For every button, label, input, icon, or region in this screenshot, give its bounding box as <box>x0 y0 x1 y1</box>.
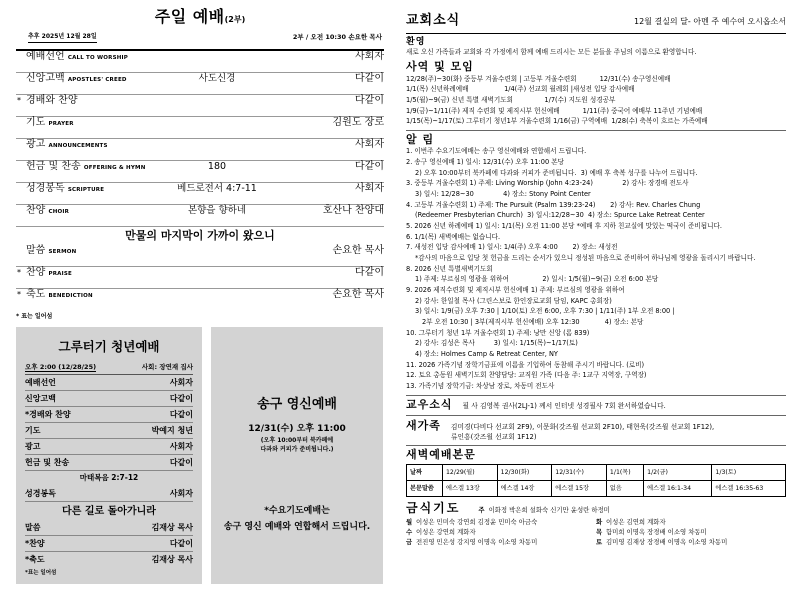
fasting-sunday-names: 이화정 박은희 설화숙 신기만 윤성란 하정미 <box>488 506 610 515</box>
dawn-table-cell: 없음 <box>606 481 643 497</box>
youth-order-row <box>25 439 193 455</box>
order-item-detail: 180 <box>207 160 227 172</box>
dawn-table-row-header: 본문말씀 <box>407 481 443 497</box>
fasting-names: 함미희 이명옥 장경배 이소영 차동미 <box>606 528 707 537</box>
youth-order-person: 김재상 목사 <box>151 555 193 565</box>
order-item-person: 손요한 목사 <box>332 245 384 257</box>
order-item-person: 호산나 찬양대 <box>322 204 384 216</box>
dawn-table-cell: 에스겔 13장 <box>443 481 498 497</box>
ministry-line: 12/28(주)~30(화) 중등부 겨울수련회 | 고등부 겨울수련회 12/31(수) 송구영신예배 <box>406 74 671 83</box>
members-news-divider <box>406 415 786 416</box>
notice-item: 1) 주제: 부르심의 영광을 위하여 2) 일시: 1/5(월)~9(금) 오전 6:00 본당 <box>415 275 659 284</box>
news-title: 교회소식 <box>406 13 461 28</box>
fasting-day: 월 <box>406 518 413 527</box>
youth-order-person: 사회자 <box>169 441 193 451</box>
notice-item: 3) 일시: 1/9(금) 오후 7:30 | 1/10(토) 오전 6:00, 오후 7:30 | 1/11(주) 1부 오전 8:00 | <box>415 307 675 316</box>
fasting-day: 금 <box>406 538 413 547</box>
order-row <box>16 161 384 183</box>
order-standing-mark: * <box>17 95 21 105</box>
dawn-table-cell: 에스겔 16:35-63 <box>712 481 786 497</box>
youth-order-name: *축도 <box>25 555 45 565</box>
notice-item: 7. 새성전 입당 감사예배 1) 일시: 1/4(주) 오후 4:00 2) 장소: 새성전 <box>406 243 618 252</box>
order-item-person: 사회자 <box>355 50 384 62</box>
order-item-person: 다같이 <box>355 94 384 106</box>
news-motto: 12월 결실의 달- 아멘 주 예수여 오시옵소서 <box>634 17 786 26</box>
notice-item: 13. 가족기념 장학기금: 차상남 장로, 차동미 전도사 <box>406 382 555 391</box>
new-year-sub-line2: 다과와 커피가 준비됩니다.) <box>260 445 334 453</box>
youth-order-name: 기도 <box>25 425 41 435</box>
youth-order-row <box>25 486 193 502</box>
order-item-name <box>26 183 146 195</box>
notice-item: *감사의 마음으로 입당 첫 헌금을 드리는 순서가 있으니 정성된 마음으로 준비하여 하나님께 영광을 돌리시기 바랍니다. <box>415 254 756 262</box>
order-item-person: 다같이 <box>355 267 384 279</box>
youth-order-person: 김재상 목사 <box>151 523 193 533</box>
youth-order-person: 다같이 <box>169 457 193 467</box>
order-item-ko: 축도 <box>26 289 46 301</box>
order-item-ko: 찬양 <box>26 204 46 216</box>
youth-order-row <box>25 536 193 552</box>
youth-order-row <box>25 375 193 391</box>
fasting-row <box>406 538 786 548</box>
news-header <box>406 14 786 29</box>
fasting-names: 이성은 강연희 계화자 <box>416 528 476 537</box>
youth-order-person: 사회자 <box>169 488 193 498</box>
order-item-person: 사회자 <box>355 182 384 194</box>
notice-item: 5. 2026 신년 하례예배 1) 일시: 1/1(목) 오전 11:00 본당 *예배 후 지하 친교실에 맛있는 떡국이 준비됩니다. <box>406 221 722 230</box>
service-time-preacher: 2부 / 오전 10:30 손요한 목사 <box>292 33 382 41</box>
fasting-col <box>596 518 786 528</box>
service-title <box>0 8 400 26</box>
ministry-divider <box>406 130 786 131</box>
notice-item: 4. 고등부 겨울수련회 1) 주제: The Pursuit (Psalm 139:23-24) 2) 강사: Rev. Charles Chung <box>406 200 701 209</box>
new-year-title: 송구 영신예배 <box>257 397 337 413</box>
order-item-ko: 성경봉독 <box>26 182 65 194</box>
fasting-col <box>406 518 596 528</box>
welcome-body: 새로 오신 가족들과 교회와 각 가정에서 함께 예배 드리시는 모든 분들을 주님의 이름으로 환영합니다. <box>406 48 697 57</box>
youth-order-name: 광고 <box>25 441 41 451</box>
news-header-divider <box>406 33 786 34</box>
order-row <box>16 51 384 73</box>
service-part-label: (2부) <box>224 15 246 24</box>
youth-order-name: 예배선언 <box>25 377 56 387</box>
new-family-divider <box>406 445 786 446</box>
new-family-line2: 류인흥(갓즈윌 선교회 1F12) <box>450 432 537 441</box>
youth-footnote: *표는 일어섬 <box>25 570 57 577</box>
dawn-table-cell: 에스겔 14장 <box>497 481 552 497</box>
youth-order-person: 다같이 <box>169 409 193 419</box>
fasting-sunday-label: 주 <box>478 506 485 515</box>
notice-item: 4) 장소: Holmes Camp & Retreat Center, NY <box>415 350 558 359</box>
fasting-names: 김미영 김재상 장경배 이명옥 이소영 차동미 <box>606 538 728 547</box>
order-item-ko: 기도 <box>26 116 46 128</box>
notice-item: 8. 2026 신년 특별새벽기도회 <box>406 264 493 273</box>
new-year-note1: *수요기도예배는 <box>264 505 330 516</box>
service-meta <box>0 34 400 46</box>
order-item-name <box>26 73 146 85</box>
dawn-table-cell: 12/30(화) <box>497 465 552 481</box>
notice-item: 2) 강사: 김성은 목사 3) 일시: 1/15(목)~1/17(토) <box>415 339 578 348</box>
notice-heading: 알 림 <box>406 132 435 146</box>
dawn-table-cell: 1/2(금) <box>644 465 712 481</box>
dawn-service-heading: 새벽예배본문 <box>406 447 476 461</box>
welcome-heading: 환영 <box>406 37 426 48</box>
order-row <box>16 117 384 139</box>
dawn-table-cell: 에스겔 16:1-34 <box>644 481 712 497</box>
notice-item: 2. 송구 영신예배 1) 일시: 12/31(수) 오후 11:00 본당 <box>406 157 565 166</box>
fasting-row <box>406 528 786 538</box>
fasting-prayer-section <box>406 502 786 548</box>
notice-item: 2부 오전 10:30 | 3부(제직시부 헌신예배) 오후 12:30 4) 장소: 본당 <box>422 318 644 327</box>
members-news-section <box>406 399 786 412</box>
notice-item: 10. 그루터기 청년 1부 겨울수련회 1) 주제: 낭만 신앙 (롬 839) <box>406 328 590 337</box>
youth-order-row <box>25 552 193 568</box>
order-row <box>16 73 384 95</box>
youth-order-row <box>25 520 193 536</box>
order-item-name <box>26 205 146 217</box>
order-item-person: 다같이 <box>355 160 384 172</box>
order-item-name <box>26 245 146 257</box>
youth-order-name: 말씀 <box>25 523 41 533</box>
youth-order-row <box>25 455 193 471</box>
fasting-col <box>596 538 786 548</box>
dawn-service-table <box>406 464 786 497</box>
order-row <box>16 183 384 205</box>
order-item-name <box>26 51 146 63</box>
fasting-day: 화 <box>596 518 603 527</box>
sermon-title: 만물의 마지막이 가까이 왔으니 <box>125 228 275 242</box>
order-item-ko: 찬양 <box>26 267 46 279</box>
order-item-ko: 말씀 <box>26 245 46 257</box>
ministry-line: 1/15(목)~1/17(토) 그루터기 청년1부 겨울수련회 1/16(금) 구역예배 1/28(수) 축복이 흐르는 가족예배 <box>406 117 708 126</box>
new-year-sub-line1: (오후 10:00부터 북카페에 <box>260 437 334 445</box>
youth-order-name: *경배와 찬양 <box>25 409 71 419</box>
new-year-sub <box>221 437 373 453</box>
youth-service-head <box>25 364 193 375</box>
order-item-person: 김원도 장로 <box>332 116 384 128</box>
service-date: 추후 2025년 12월 28일 <box>28 34 97 43</box>
notice-item: 2) 강사: 한일철 목사 (그린스보로 한인장로교회 담임, KAPC 총회장) <box>415 296 612 305</box>
notice-item: 6. 1/1(목) 새벽예배는 없습니다. <box>406 232 501 241</box>
order-item-en: APOSTLES' CREED <box>67 76 127 83</box>
fasting-row <box>406 518 786 528</box>
new-family-heading: 새가족 <box>406 418 441 432</box>
youth-order-person: 박예지 청년 <box>151 425 193 435</box>
new-family-line1: 김미경(다비다 선교회 2F9), 이문화(갓즈윌 선교회 2F10), 태현욱(갓즈윌 선교회 1F12), <box>450 422 715 431</box>
youth-scripture: 마태복음 2:7-12 <box>79 472 139 482</box>
youth-order-name: 신앙고백 <box>25 393 56 403</box>
new-family-section <box>406 420 786 442</box>
notice-item: 1. 이번주 수요기도예배는 송구 영신예배와 연합해서 드립니다. <box>406 147 587 156</box>
members-news-heading: 교우소식 <box>406 398 453 412</box>
ministry-line: 1/9(금)~1/11(주) 제직 수련회 및 제직시부 헌신예배 1/11(주) 중국어 예배부 11주년 기념예배 <box>406 106 703 115</box>
dawn-table-cell: 12/31(수) <box>552 465 607 481</box>
youth-order-name: 헌금 및 찬송 <box>25 457 70 467</box>
order-item-en: PRAYER <box>48 120 74 127</box>
order-item-person: 사회자 <box>355 138 384 150</box>
order-item-detail: 베드로전서 4:7-11 <box>177 182 257 194</box>
order-item-en: PRAISE <box>48 271 73 278</box>
ministry-line: 1/5(월)~9(금) 신년 특별 새벽기도회 1/7(수) 지도원 성경공부 <box>406 96 616 105</box>
new-year-note2: 송구 영신 예배와 연합해서 드립니다. <box>223 521 371 532</box>
youth-order-person: 다같이 <box>169 539 193 549</box>
order-of-worship <box>16 51 384 312</box>
order-item-en: SCRIPTURE <box>67 186 105 193</box>
order-item-en: CALL TO WORSHIP <box>67 54 129 61</box>
order-item-person: 다같이 <box>355 72 384 84</box>
youth-order-person: 사회자 <box>169 377 193 387</box>
order-item-name <box>26 139 146 151</box>
order-item-name <box>26 161 146 173</box>
youth-order-person: 다같이 <box>169 393 193 403</box>
order-item-detail: 사도신경 <box>198 72 236 84</box>
fasting-day: 목 <box>596 528 603 537</box>
fasting-names: 이성은 민미숙 강연희 김정윤 민미숙 아금숙 <box>416 518 538 527</box>
fasting-day: 수 <box>406 528 413 537</box>
order-item-ko: 예배선언 <box>26 50 65 62</box>
notice-item: 9. 2026 제직수련회 및 제직시부 헌신예배 1) 주제: 부르심의 영광을 위하여 <box>406 286 625 295</box>
order-item-detail: 본향을 향하네 <box>187 204 247 216</box>
order-item-ko: 경배와 찬양 <box>26 94 78 106</box>
notice-divider <box>406 395 786 396</box>
dawn-service-section <box>406 449 786 498</box>
youth-order-name: 성경봉독 <box>25 488 56 498</box>
youth-service-title: 그루터기 청년예배 <box>58 339 160 355</box>
dawn-table-row <box>407 465 786 481</box>
dawn-table-row-header: 날짜 <box>407 465 443 481</box>
youth-order-row <box>25 423 193 439</box>
notice-item: 3) 일시: 12/28~30 4) 장소: Stony Point Center <box>415 189 591 198</box>
order-item-en: CHOIR <box>48 208 70 215</box>
youth-sermon-title: 다른 길로 돌아가니라 <box>62 505 156 517</box>
standing-footnote: * 표는 일어섬 <box>16 313 53 321</box>
fasting-col <box>406 528 596 538</box>
ministry-section <box>406 61 786 127</box>
youth-service-leader: 사회: 장연재 집사 <box>141 362 193 371</box>
members-news-body: 필 사 김영복 권사(2LJ-1) 께서 인터넷 성경필사 7회 완서하였습니다. <box>462 402 666 411</box>
order-item-name <box>26 117 146 129</box>
order-item-en: BENEDICTION <box>48 293 93 300</box>
new-year-service-box <box>211 327 383 584</box>
right-page <box>400 0 792 612</box>
order-row <box>16 205 384 227</box>
youth-order-row <box>25 391 193 407</box>
fasting-names: 이성은 김연희 계화자 <box>606 518 666 527</box>
ministry-heading: 사역 및 모임 <box>406 60 474 74</box>
order-item-name <box>26 95 146 107</box>
order-standing-mark: * <box>17 268 21 278</box>
dawn-table-row <box>407 481 786 497</box>
dawn-table-cell: 12/29(월) <box>443 465 498 481</box>
order-row <box>16 139 384 161</box>
order-item-ko: 헌금 및 찬송 <box>26 160 81 172</box>
order-item-en: OFFERING & HYMN <box>83 164 146 171</box>
dawn-table-cell: 에스겔 15장 <box>552 481 607 497</box>
order-item-person: 손요한 목사 <box>332 289 384 301</box>
dawn-table-cell: 1/3(토) <box>712 465 786 481</box>
youth-order-row <box>25 407 193 423</box>
order-item-name <box>26 289 146 301</box>
order-row <box>16 95 384 117</box>
order-item-en: SERMON <box>48 249 77 256</box>
fasting-prayer-header <box>406 502 786 516</box>
new-family-body <box>451 422 714 442</box>
fasting-prayer-heading: 금식기도 <box>406 501 461 516</box>
order-row <box>16 267 384 289</box>
fasting-names: 전진영 민은성 강지영 이명옥 이소영 차동미 <box>416 538 538 547</box>
notice-item: (Redeemer Presbyterian Church) 3) 일시:12/28~30 4) 장소: Spurce Lake Retreat Center <box>415 211 705 220</box>
fasting-col <box>406 538 596 548</box>
service-boxes <box>16 327 384 584</box>
fasting-day: 토 <box>596 538 603 547</box>
new-year-time: 12/31(수) 오후 11:00 <box>248 424 346 435</box>
welcome-section <box>406 37 786 58</box>
notice-section <box>406 134 786 392</box>
order-item-en: ANNOUNCEMENTS <box>48 142 108 149</box>
order-item-ko: 신앙고백 <box>26 72 65 84</box>
notice-item: 11. 2026 가족기념 장학기금표에 이름을 기입하여 동참해 주시기 바랍니다. (로비) <box>406 360 645 369</box>
youth-service-box <box>16 327 202 584</box>
order-row <box>16 245 384 267</box>
order-item-ko: 광고 <box>26 138 46 150</box>
notice-item: 2) 오후 10:00부터 북카페에 다과와 커피가 준비됩니다. 3) 예배 후 축복 성구를 나누어 드립니다. <box>415 168 698 177</box>
youth-service-time: 오후 2:00 (12/28/25) <box>25 362 97 371</box>
order-standing-mark: * <box>17 290 21 300</box>
fasting-col <box>596 528 786 538</box>
service-title-text: 주일 예배 <box>154 7 225 26</box>
order-row <box>16 289 384 311</box>
notice-item: 12. 토요 총동원 새벽기도회 찬양담당: 교직원 가족 (다음 주: 1교구 지역장, 구역장) <box>406 371 647 380</box>
youth-order-name: *찬양 <box>25 539 45 549</box>
service-title-row <box>0 0 400 34</box>
dawn-table-cell: 1/1(목) <box>606 465 643 481</box>
order-item-name <box>26 267 146 279</box>
ministry-line: 1/1(목) 신년하례예배 1/4(주) 선교회 월례회 |새성전 입당 감사예배 <box>406 85 635 94</box>
notice-item: 3. 중등부 겨울수련회 1) 주제: Living Worship (John 4:23-24) 2) 강사: 장경배 전도사 <box>406 179 689 188</box>
